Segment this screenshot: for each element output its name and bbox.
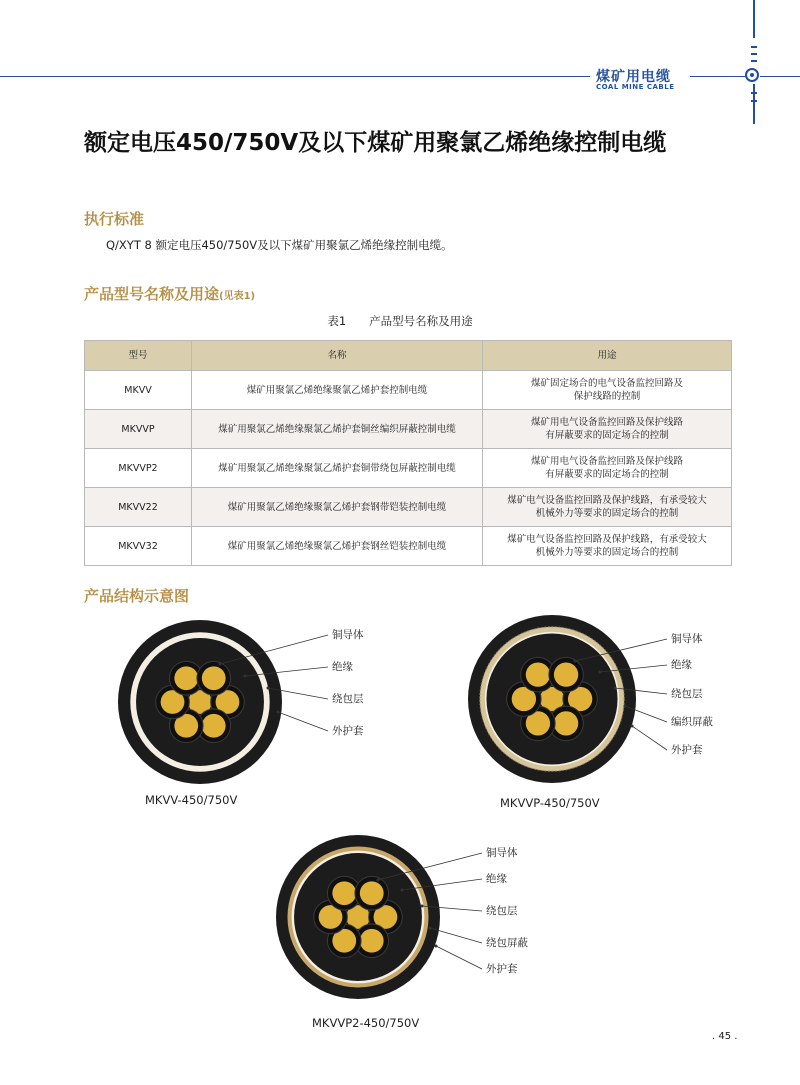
diagram3-conductor [360, 881, 384, 905]
diagram2-conductor [526, 662, 550, 686]
diagram1-leader-insulation-dot [244, 675, 247, 678]
cell-use-line: 机械外力等要求的固定场合的控制 [535, 547, 679, 558]
diagram2-leader-braid-shield-dot [624, 705, 627, 708]
diagram2-leader-sheath-dot [631, 725, 634, 728]
diagram2-leader-insulation-dot [599, 671, 602, 674]
diagram2-conductor [554, 662, 578, 686]
cell-use-line: 煤矿用电气设备监控回路及保护线路 [530, 456, 683, 467]
diagram1-label-conductor: 铜导体 [332, 629, 364, 641]
diagram3-label-wrapping: 绕包层 [486, 905, 518, 917]
diagram2-model: MKVVP-450/750V [500, 796, 600, 810]
cell-use-line: 有屏蔽要求的固定场合的控制 [545, 469, 669, 480]
diagram3-leader-tape-shield-dot [429, 927, 432, 930]
page-number: . 45 . [712, 1031, 738, 1042]
cell-model: MKVV [85, 371, 192, 410]
brand-name-cn: 煤矿用电缆 [596, 69, 671, 85]
diagram3-conductor [332, 881, 356, 905]
diagram2-leader-conductor-dot [574, 660, 577, 663]
cell-name: 煤矿用聚氯乙烯绝缘聚氯乙烯护套铜带绕包屏蔽控制电缆 [192, 449, 483, 488]
diagram2-label-conductor: 铜导体 [671, 633, 703, 645]
cell-model: MKVV32 [85, 527, 192, 566]
diagram1-leader-conductor-dot [219, 663, 222, 666]
diagram1-leader-wrapping-dot [267, 687, 270, 690]
diagram3-label-insulation: 绝缘 [486, 873, 507, 885]
cell-name: 煤矿用聚氯乙烯绝缘聚氯乙烯护套控制电缆 [192, 371, 483, 410]
diagram1-conductor [202, 714, 226, 738]
cell-name: 煤矿用聚氯乙烯绝缘聚氯乙烯护套钢带铠装控制电缆 [192, 488, 483, 527]
diagram2-label-braid-shield: 编织屏蔽 [671, 716, 713, 728]
table-caption: 表1 产品型号名称及用途 [327, 314, 473, 328]
diagram1-leader-sheath [278, 712, 328, 731]
cell-model: MKVVP [85, 410, 192, 449]
diagram2-conductor [554, 711, 578, 735]
diagram3-label-tape-shield: 绕包屏蔽 [486, 937, 528, 949]
diagram3-label-sheath: 外护套 [486, 963, 518, 975]
diagram2-label-insulation: 绝缘 [671, 659, 692, 671]
cell-use-line: 有屏蔽要求的固定场合的控制 [545, 430, 669, 441]
cell-use-line: 煤矿固定场合的电气设备监控回路及 [530, 378, 683, 389]
cell-name: 煤矿用聚氯乙烯绝缘聚氯乙烯护套铜丝编织屏蔽控制电缆 [192, 410, 483, 449]
diagram1-leader-sheath-dot [277, 711, 280, 714]
diagram3-model: MKVVP2-450/750V [312, 1016, 420, 1030]
page-title: 额定电压450/750V及以下煤矿用聚氯乙烯绝缘控制电缆 [84, 130, 667, 156]
diagram1-label-wrapping: 绕包层 [332, 693, 364, 705]
cell-model: MKVV22 [85, 488, 192, 527]
diagram3-leader-sheath-dot [435, 945, 438, 948]
diagram3-leader-sheath [436, 946, 482, 969]
diagram2-leader-sheath [632, 726, 667, 750]
diagram3-leader-conductor-dot [377, 879, 380, 882]
cell-use-line: 煤矿电气设备监控回路及保护线路，有承受较大 [507, 534, 707, 545]
diagram1-label-insulation: 绝缘 [332, 661, 353, 673]
diagram3-leader-wrapping-dot [421, 905, 424, 908]
table-header-use: 用途 [483, 341, 732, 371]
cell-use-line: 煤矿电气设备监控回路及保护线路，有承受较大 [507, 495, 707, 506]
diagram1-conductor [174, 666, 198, 690]
section-heading-structure: 产品结构示意图 [84, 587, 190, 605]
standard-text: Q/XYT 8 额定电压450/750V及以下煤矿用聚氯乙烯绝缘控制电缆。 [106, 238, 453, 252]
diagram3-conductor [360, 929, 384, 953]
diagram1-model: MKVV-450/750V [145, 793, 238, 807]
diagram2-label-sheath: 外护套 [671, 744, 703, 756]
section-heading-models-label: 产品型号名称及用途 [84, 285, 220, 303]
diagram1-label-sheath: 外护套 [332, 725, 364, 737]
cell-use-line: 煤矿用电气设备监控回路及保护线路 [530, 417, 683, 428]
cell-model: MKVVP2 [85, 449, 192, 488]
diagram3-label-conductor: 铜导体 [486, 847, 518, 859]
cell-use-line: 机械外力等要求的固定场合的控制 [535, 508, 679, 519]
table-header-model: 型号 [85, 341, 192, 371]
diagram1-conductor [202, 666, 226, 690]
section-heading-models-note: (见表1) [219, 291, 256, 302]
diagram2-leader-wrapping-dot [614, 687, 617, 690]
brand-name-en: COAL MINE CABLE [596, 83, 675, 91]
section-heading-standard: 执行标准 [84, 210, 145, 228]
diagram3-leader-insulation-dot [401, 889, 404, 892]
table-header-name: 名称 [192, 341, 483, 371]
cell-use-line: 保护线路的控制 [573, 391, 641, 402]
diagram2-label-wrapping: 绕包层 [671, 688, 703, 700]
cell-name: 煤矿用聚氯乙烯绝缘聚氯乙烯护套钢丝铠装控制电缆 [192, 527, 483, 566]
